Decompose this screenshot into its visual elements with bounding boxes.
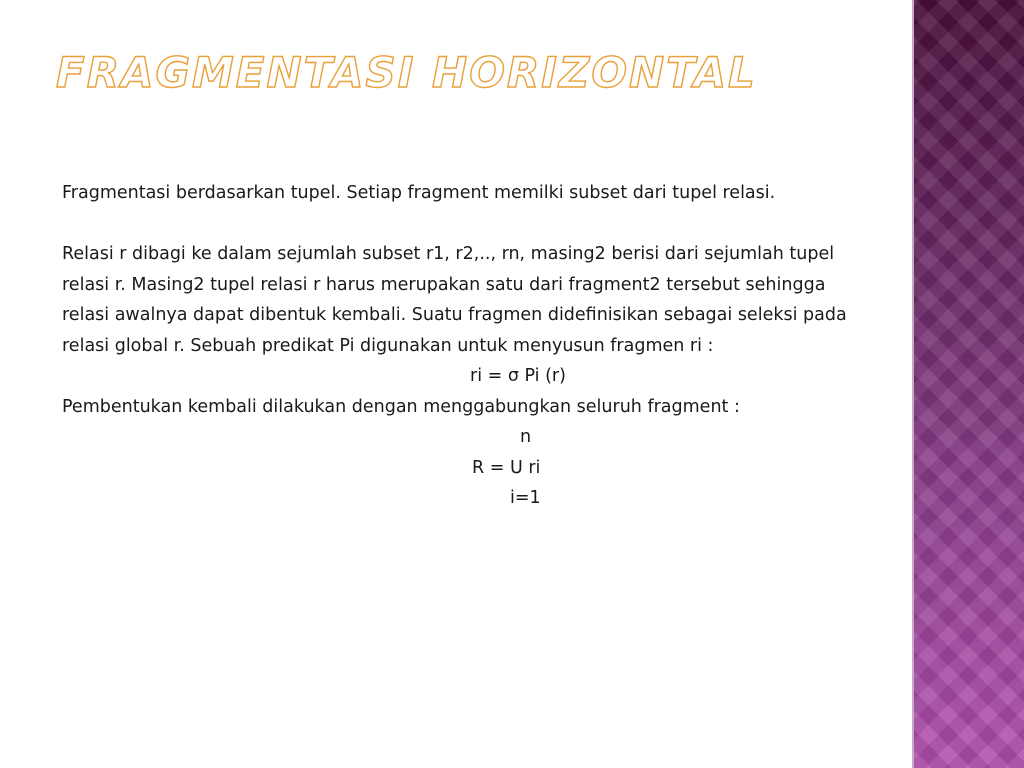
union-formula: R = U ri xyxy=(472,457,541,478)
selection-formula: ri = σ Pi (r) xyxy=(470,366,566,386)
side-band-edge xyxy=(912,0,914,768)
paragraph-definition: Fragmentasi berdasarkan tupel. Setiap fragment memilki subset dari tupel relasi. xyxy=(62,183,776,203)
union-formula-upper-bound: n xyxy=(520,427,532,447)
slide-title: FRAGMENTASI HORIZONTAL xyxy=(56,48,757,97)
paragraph-explanation: Relasi r dibagi ke dalam sejumlah subset r1, r2,.., rn, masing2 berisi dari sejumlah tupel relasi r. Masing2 tupel relasi r harus merupakan satu dari fragment2 tersebut sehingga relasi awalnya dapat dibentuk kembali. Suatu fragmen didefinisikan sebagai seleksi pada relasi global r. Sebuah predikat Pi digunakan untuk menyusun fragmen ri : xyxy=(62,244,847,356)
paragraph-reconstruction: Pembentukan kembali dilakukan dengan menggabungkan seluruh fragment : xyxy=(62,396,740,417)
paragraph-spacer xyxy=(62,209,862,240)
decorative-side-band xyxy=(912,0,1024,768)
slide-body xyxy=(62,178,862,514)
union-formula-lower-bound: i=1 xyxy=(510,488,541,508)
